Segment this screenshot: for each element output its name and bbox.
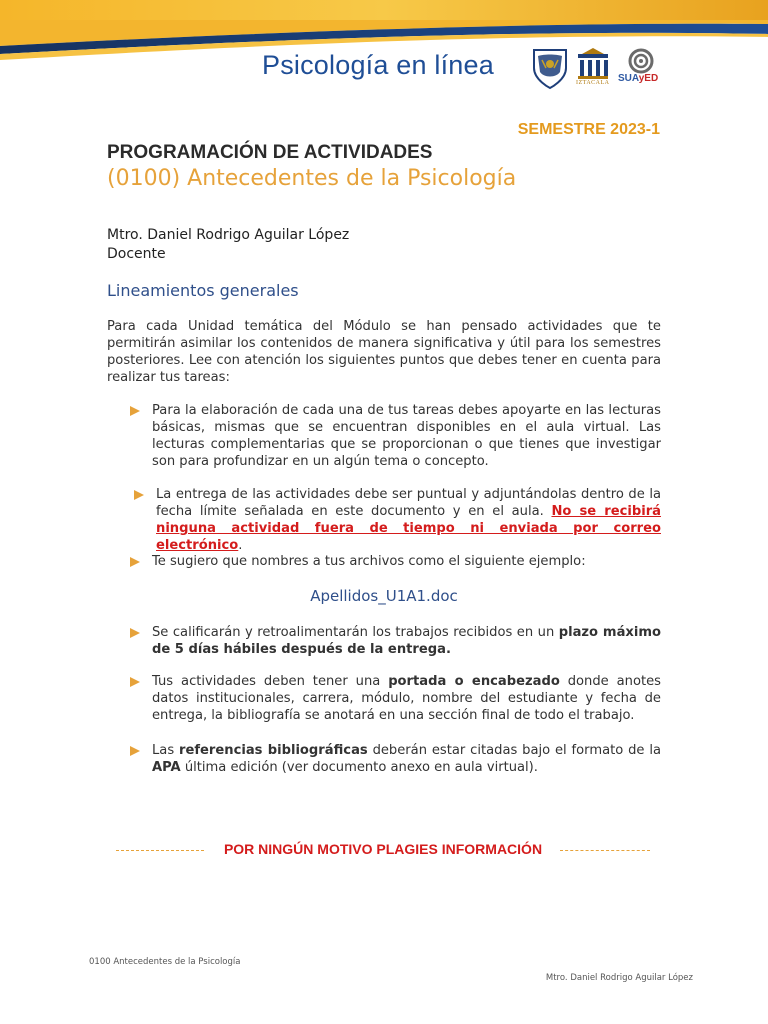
plagiarism-warning-row	[116, 840, 650, 860]
divider	[116, 850, 204, 851]
institution-logos	[528, 46, 668, 90]
section-title: Lineamientos generales	[107, 281, 299, 300]
suayed-logo-icon	[626, 48, 656, 74]
footer-course: 0100 Antecedentes de la Psicología	[89, 957, 241, 967]
bullet-triangle-icon	[130, 677, 140, 687]
semester-label: SEMESTRE 2023-1	[517, 121, 660, 138]
bullet-triangle-icon	[130, 628, 140, 638]
program-title: PROGRAMACIÓN DE ACTIVIDADES	[107, 142, 433, 163]
guideline-item: La entrega de las actividades debe ser puntual y adjuntándolas dentro de la fecha límite señalada en este documento y en el aula. No se recibirá ninguna actividad fuera de tiempo ni enviada por correo electrónico.	[156, 486, 661, 554]
guideline-item: Las referencias bibliográficas deberán estar citadas bajo el formato de la APA última edición (ver documento anexo en aula virtual).	[152, 742, 661, 776]
guideline-item: Te sugiero que nombres a tus archivos como el siguiente ejemplo:	[152, 553, 661, 570]
teacher-block	[107, 226, 349, 264]
suayed-label: SUAyED	[618, 73, 659, 84]
bullet-triangle-icon	[130, 746, 140, 756]
divider	[560, 850, 650, 851]
guideline-item: Tus actividades deben tener una portada o encabezado donde anotes datos institucionales, carrera, módulo, nombre del estudiante y fecha de entrega, la bibliografía se anotará en una sección final de todo el trabajo.	[152, 673, 661, 724]
late-submission-warning: No se recibirá ninguna actividad fuera de tiempo ni enviada por correo electrónico	[156, 504, 661, 553]
bullet-triangle-icon	[130, 406, 140, 416]
teacher-role: Docente	[107, 246, 166, 262]
teacher-name: Mtro. Daniel Rodrigo Aguilar López	[107, 227, 350, 243]
site-title: Psicología en línea	[262, 50, 494, 80]
guideline-item: Se calificarán y retroalimentarán los trabajos recibidos en un plazo máximo de 5 días hábiles después de la entrega.	[152, 624, 661, 658]
iztacala-logo-icon	[576, 48, 612, 82]
intro-paragraph: Para cada Unidad temática del Módulo se han pensado actividades que te permitirán asimilar los contenidos de manera significativa y útil para los semestres posteriores. Lee con atención los siguientes puntos que debes tener en cuenta para realizar tus tareas:	[107, 319, 661, 385]
footer-teacher: Mtro. Daniel Rodrigo Aguilar López	[545, 973, 693, 983]
plagiarism-warning: POR NINGÚN MOTIVO PLAGIES INFORMACIÓN	[223, 841, 543, 857]
iztacala-label: IZTACALA	[576, 80, 610, 86]
example-filename: Apellidos_U1A1.doc	[310, 587, 458, 605]
bullet-triangle-icon	[130, 557, 140, 567]
unam-crest-icon	[528, 46, 572, 90]
bullet-triangle-icon	[134, 490, 144, 500]
course-title: (0100) Antecedentes de la Psicología	[107, 166, 517, 191]
guideline-item: Para la elaboración de cada una de tus tareas debes apoyarte en las lecturas básicas, mismas que se encuentran disponibles en el aula virtual. Las lecturas complementarias que se proporcionan o que tienes que investigar son para profundizar en un algún tema o concepto.	[152, 402, 661, 470]
